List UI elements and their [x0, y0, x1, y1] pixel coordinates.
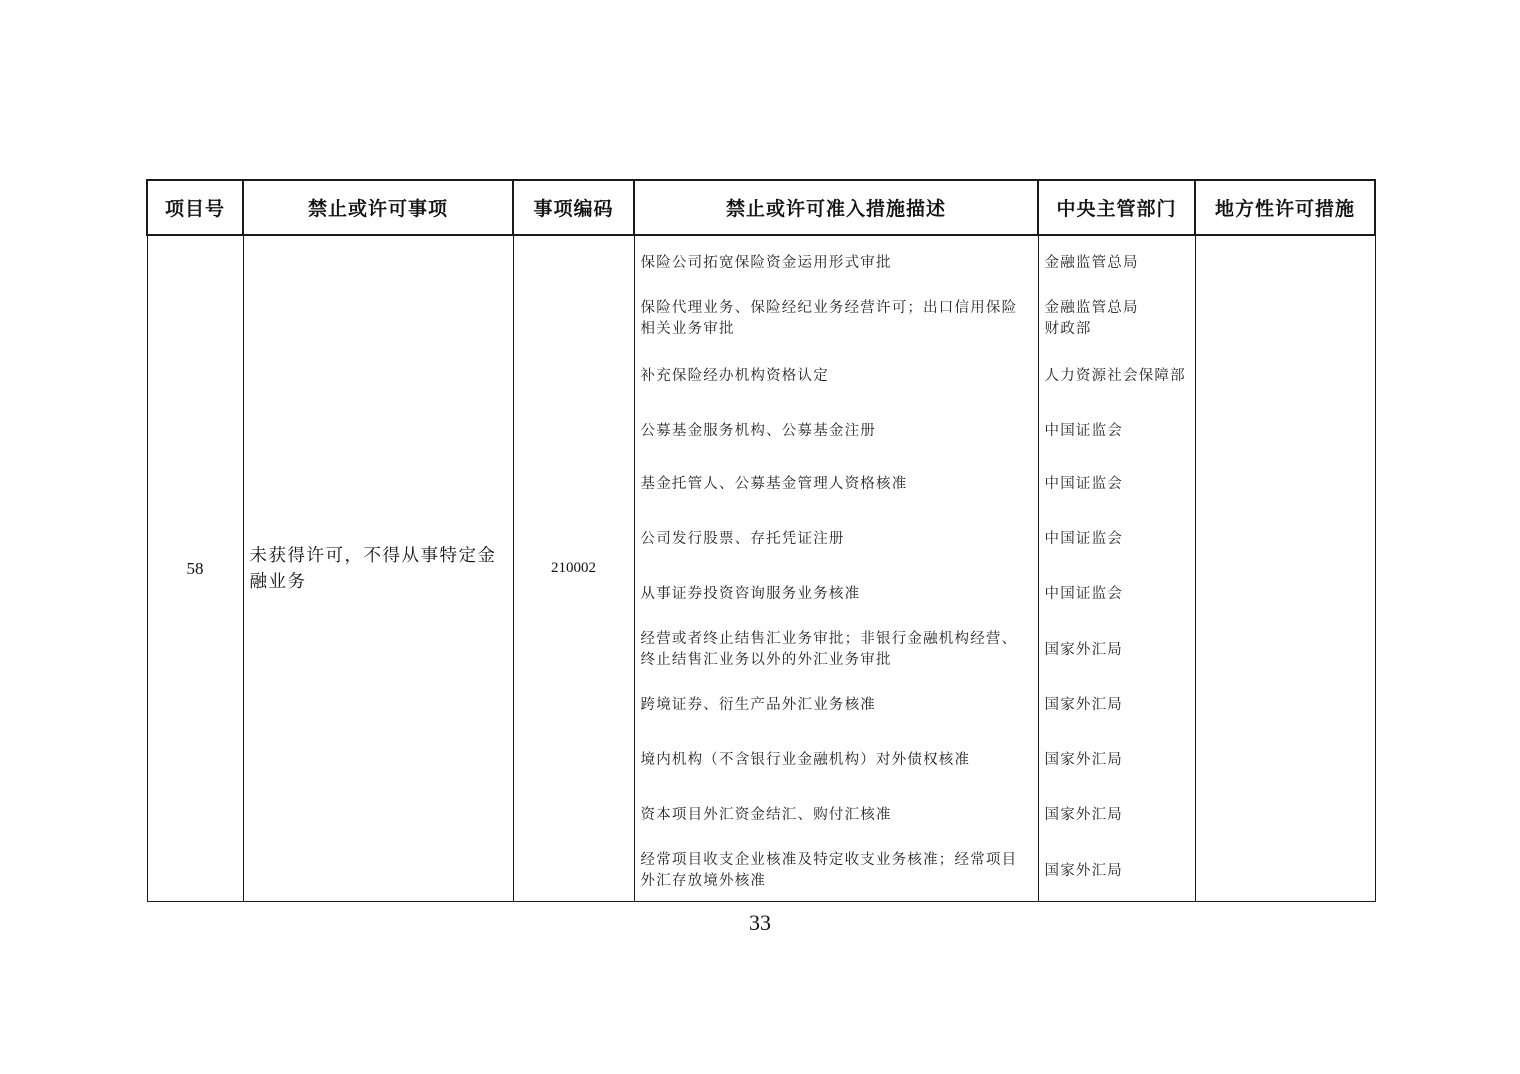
permit-table [146, 179, 1376, 902]
header-matter: 禁止或许可事项 [243, 180, 513, 235]
department-line: 中国证监会 [1044, 530, 1123, 547]
description-line: 公司发行股票、存托凭证注册 [640, 530, 845, 547]
department-entry [1045, 253, 1191, 274]
header-department: 中央主管部门 [1038, 180, 1195, 235]
department-line: 中国证监会 [1044, 422, 1123, 439]
department-entry [1045, 474, 1191, 495]
description-line: 公募基金服务机构、公募基金注册 [640, 422, 876, 439]
header-description: 禁止或许可准入措施描述 [634, 180, 1038, 235]
department-line: 人力资源社会保障部 [1044, 367, 1186, 384]
department-entry [1045, 529, 1191, 550]
description-entry [641, 421, 1034, 442]
description-line: 基金托管人、公募基金管理人资格核准 [640, 475, 908, 492]
department-entry [1045, 584, 1191, 605]
description-entry [641, 695, 1034, 716]
description-line: 外汇存放境外核准 [640, 873, 767, 889]
department-line: 国家外汇局 [1044, 751, 1123, 768]
department-line: 国家外汇局 [1044, 862, 1123, 879]
matter-line: 融业务 [249, 571, 307, 592]
department-entry [1045, 750, 1191, 771]
department-entry [1045, 695, 1191, 716]
department-line: 中国证监会 [1044, 585, 1123, 602]
description-line: 相关业务审批 [640, 321, 735, 337]
code-cell: 210002 [513, 235, 634, 902]
description-line: 境内机构（不含银行业金融机构）对外债权核准 [640, 751, 971, 768]
description-entry [641, 474, 1034, 495]
description-entry [641, 529, 1034, 550]
local-measures-cell [1195, 235, 1375, 902]
header-code: 事项编码 [513, 180, 634, 235]
description-line: 保险代理业务、保险经纪业务经营许可；出口信用保险 [640, 300, 1018, 316]
department-line: 财政部 [1044, 321, 1092, 337]
department-line: 金融监管总局 [1044, 254, 1139, 271]
description-line: 补充保险经办机构资格认定 [640, 367, 829, 384]
description-entry [641, 584, 1034, 605]
description-cell [634, 235, 1038, 902]
department-line: 国家外汇局 [1044, 806, 1123, 823]
department-line: 金融监管总局 [1044, 300, 1139, 316]
description-line: 跨境证券、衍生产品外汇业务核准 [640, 696, 876, 713]
department-list [1039, 236, 1195, 901]
department-line: 中国证监会 [1044, 475, 1123, 492]
item-no-cell: 58 [147, 235, 243, 902]
header-local-measures: 地方性许可措施 [1195, 180, 1375, 235]
matter-line: 未获得许可，不得从事特定金 [249, 545, 497, 566]
department-line: 国家外汇局 [1044, 641, 1123, 658]
description-entry [641, 629, 1034, 671]
matter-cell [243, 235, 513, 902]
description-line: 保险公司拓宽保险资金运用形式审批 [640, 254, 892, 271]
description-line: 经常项目收支企业核准及特定收支业务核准；经常项目 [640, 852, 1018, 868]
description-entry [641, 298, 1034, 340]
department-entry [1045, 861, 1191, 882]
description-entry [641, 750, 1034, 771]
description-list [635, 236, 1038, 901]
department-entry [1045, 421, 1191, 442]
description-line: 终止结售汇业务以外的外汇业务审批 [640, 652, 892, 668]
table-header-row [147, 180, 1375, 235]
department-entry [1045, 366, 1191, 387]
page-number: 33 [749, 910, 771, 935]
department-line: 国家外汇局 [1044, 696, 1123, 713]
description-entry [641, 366, 1034, 387]
department-entry [1045, 805, 1191, 826]
department-entry [1045, 298, 1191, 340]
description-entry [641, 805, 1034, 826]
department-entry [1045, 640, 1191, 661]
department-cell [1038, 235, 1195, 902]
description-line: 经营或者终止结售汇业务审批；非银行金融机构经营、 [640, 631, 1018, 647]
description-line: 资本项目外汇资金结汇、购付汇核准 [640, 806, 892, 823]
description-entry [641, 253, 1034, 274]
table-row [147, 235, 1375, 902]
description-entry [641, 850, 1034, 892]
description-line: 从事证券投资咨询服务业务核准 [640, 585, 861, 602]
header-item-no: 项目号 [147, 180, 243, 235]
